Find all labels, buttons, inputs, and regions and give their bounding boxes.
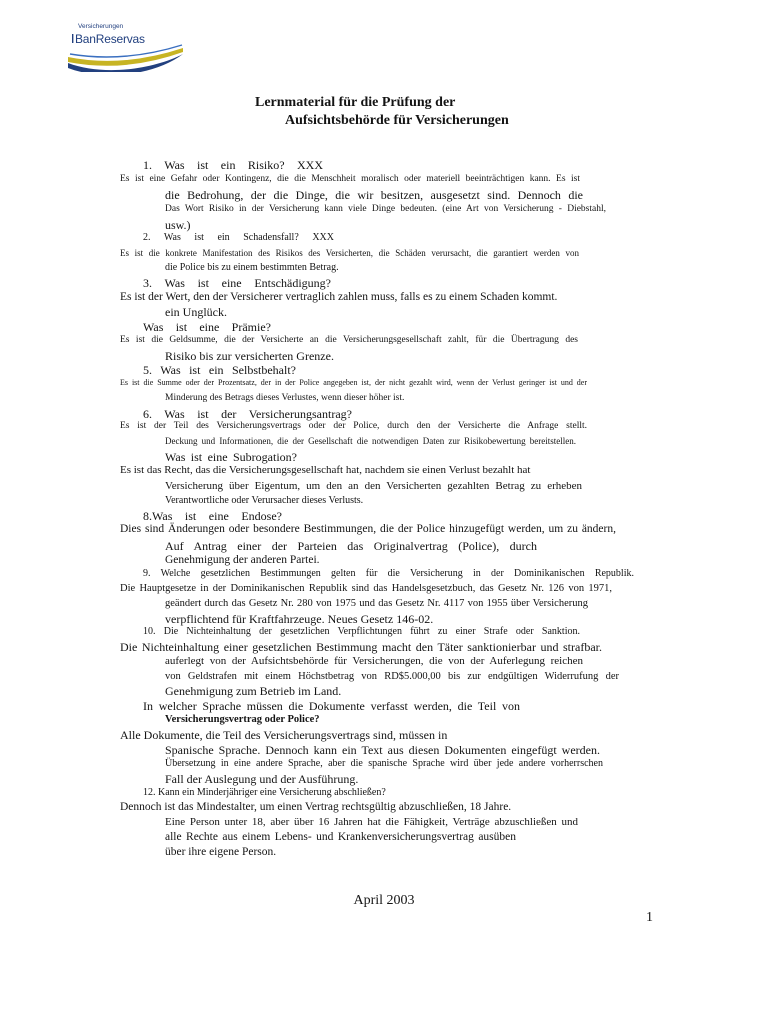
question-11-line-2: Versicherungsvertrag oder Police? [165, 714, 320, 725]
answer-8-line-1: Dies sind Änderungen oder besondere Bestimmungen, die der Police hinzugefügt werden, um zu ändern, [120, 523, 616, 535]
answer-1-line-4: usw.) [165, 218, 191, 232]
answer-4-line-2: Risiko bis zur versicherten Grenze. [165, 349, 334, 363]
answer-3-line-1: Es ist der Wert, den der Versicherer vertraglich zahlen muss, falls es zu einem Schaden kommt. [120, 291, 558, 303]
answer-1-line-1: Es ist eine Gefahr oder Kontingenz, die die Menschheit moralisch oder materiell beeinträchtigen kann. Es ist [120, 174, 580, 184]
answer-12-line-2: Eine Person unter 18, aber über 16 Jahren hat die Fähigkeit, Verträge abzuschließen und [165, 816, 578, 828]
answer-11-line-4: Fall der Auslegung und der Ausführung. [165, 772, 359, 786]
answer-10-line-4: Genehmigung zum Betrieb im Land. [165, 684, 342, 698]
page-number: 1 [646, 910, 653, 925]
logo-name: BanReservas [75, 32, 145, 46]
answer-6-line-1: Es ist der Teil des Versicherungsvertrags oder der Police, durch den der Versicherte die Anfrage stellt. [120, 421, 587, 431]
answer-7-line-3: Verantwortliche oder Verursacher dieses Verlusts. [165, 495, 364, 506]
banreservas-logo [62, 18, 186, 72]
footer-date: April 2003 [353, 893, 415, 908]
answer-12-line-4: über ihre eigene Person. [165, 846, 277, 858]
question-12: 12. Kann ein Minderjähriger eine Versicherung abschließen? [143, 787, 386, 798]
answer-12-line-1: Dennoch ist das Mindestalter, um einen Vertrag rechtsgültig abzuschließen, 18 Jahre. [120, 801, 512, 813]
question-8: 8.Was ist eine Endose? [143, 509, 282, 523]
answer-1-line-3: Das Wort Risiko in der Versicherung kann viele Dinge bedeuten. (eine Art von Versicherung - Diebstahl, [165, 204, 606, 214]
answer-12-line-3: alle Rechte aus einem Lebens- und Krankenversicherungsvertrag ausüben [165, 831, 516, 843]
question-9: 9. Welche gesetzlichen Bestimmungen gelten für die Versicherung in der Dominikanischen Republik. [143, 568, 634, 579]
answer-5-line-1: Es ist die Summe oder der Prozentsatz, der in der Police angegeben ist, der nicht gezahlt wird, wenn der Verlust geringer ist und der [120, 378, 587, 387]
question-3: 3. Was ist eine Entschädigung? [143, 276, 331, 290]
answer-7-line-1: Es ist das Recht, das die Versicherungsgesellschaft hat, nachdem sie einen Verlust bezahlt hat [120, 464, 531, 476]
answer-11-line-2: Spanische Sprache. Dennoch kann ein Text aus diesen Dokumenten eingefügt werden. [165, 743, 600, 757]
question-11-line-1: In welcher Sprache müssen die Dokumente verfasst werden, die Teil von [143, 699, 520, 713]
question-10: 10. Die Nichteinhaltung der gesetzlichen Verpflichtungen führt zu einer Strafe oder Sanktion. [143, 626, 580, 637]
answer-10-line-1: Die Nichteinhaltung einer gesetzlichen Bestimmung macht den Täter sanktionierbar und strafbar. [120, 640, 602, 654]
answer-11-line-1: Alle Dokumente, die Teil des Versicherungsvertrags sind, müssen in [120, 728, 448, 742]
answer-8-line-2: Auf Antrag einer der Parteien das Originalvertrag (Police), durch [165, 539, 537, 553]
answer-4-line-1: Es ist die Geldsumme, die der Versicherte an die Versicherungsgesellschaft zahlt, für die Übertragung des [120, 335, 578, 345]
question-2: 2. Was ist ein Schadensfall? XXX [143, 232, 334, 243]
logo-tagline: Versicherungen [78, 23, 124, 30]
question-4: Was ist eine Prämie? [143, 320, 271, 334]
question-1: 1. Was ist ein Risiko? XXX [143, 158, 323, 172]
answer-9-line-1: Die Hauptgesetze in der Dominikanischen Republik sind das Handelsgesetzbuch, das Gesetz Nr. 126 von 1971, [120, 583, 612, 594]
answer-2-line-2: die Police bis zu einem bestimmten Betrag. [165, 262, 339, 273]
answer-9-line-3: verpflichtend für Kraftfahrzeuge. Neues Gesetz 146-02. [165, 612, 434, 626]
answer-5-line-2: Minderung des Betrags dieses Verlustes, wenn dieser höher ist. [165, 393, 405, 403]
answer-8-line-3: Genehmigung der anderen Partei. [165, 554, 320, 566]
question-6: 6. Was ist der Versicherungsantrag? [143, 407, 352, 421]
answer-10-line-2: auferlegt von der Aufsichtsbehörde für Versicherungen, die von der Auferlegung reichen [165, 655, 583, 667]
document-title-line-2: Aufsichtsbehörde für Versicherungen [285, 113, 509, 128]
answer-1-line-2: die Bedrohung, der die Dinge, die wir besitzen, ausgesetzt sind. Dennoch die [165, 188, 583, 202]
answer-2-line-1: Es ist die konkrete Manifestation des Risikos des Versicherten, die Schäden verursacht, die garantiert werden von [120, 248, 579, 258]
document-title-line-1: Lernmaterial für die Prüfung der [255, 95, 456, 110]
answer-6-line-2: Deckung und Informationen, die der Gesellschaft die notwendigen Daten zur Risikobewertung bereitstellen. [165, 436, 576, 446]
question-5: 5. Was ist ein Selbstbehalt? [143, 363, 296, 377]
answer-3-line-2: ein Unglück. [165, 305, 227, 319]
question-7: Was ist eine Subrogation? [165, 450, 297, 464]
answer-10-line-3: von Geldstrafen mit einem Höchstbetrag von RD$5.000,00 bis zur endgültigen Widerrufung der [165, 671, 619, 682]
answer-11-line-3: Übersetzung in eine andere Sprache, aber die spanische Sprache wird über jede andere vorherrschen [165, 758, 603, 769]
answer-9-line-2: geändert durch das Gesetz Nr. 280 von 1975 und das Gesetz Nr. 4117 von 1955 über Versicherung [165, 598, 588, 609]
answer-7-line-2: Versicherung über Eigentum, um den an den Versicherten gezahlten Betrag zu erheben [165, 480, 582, 492]
